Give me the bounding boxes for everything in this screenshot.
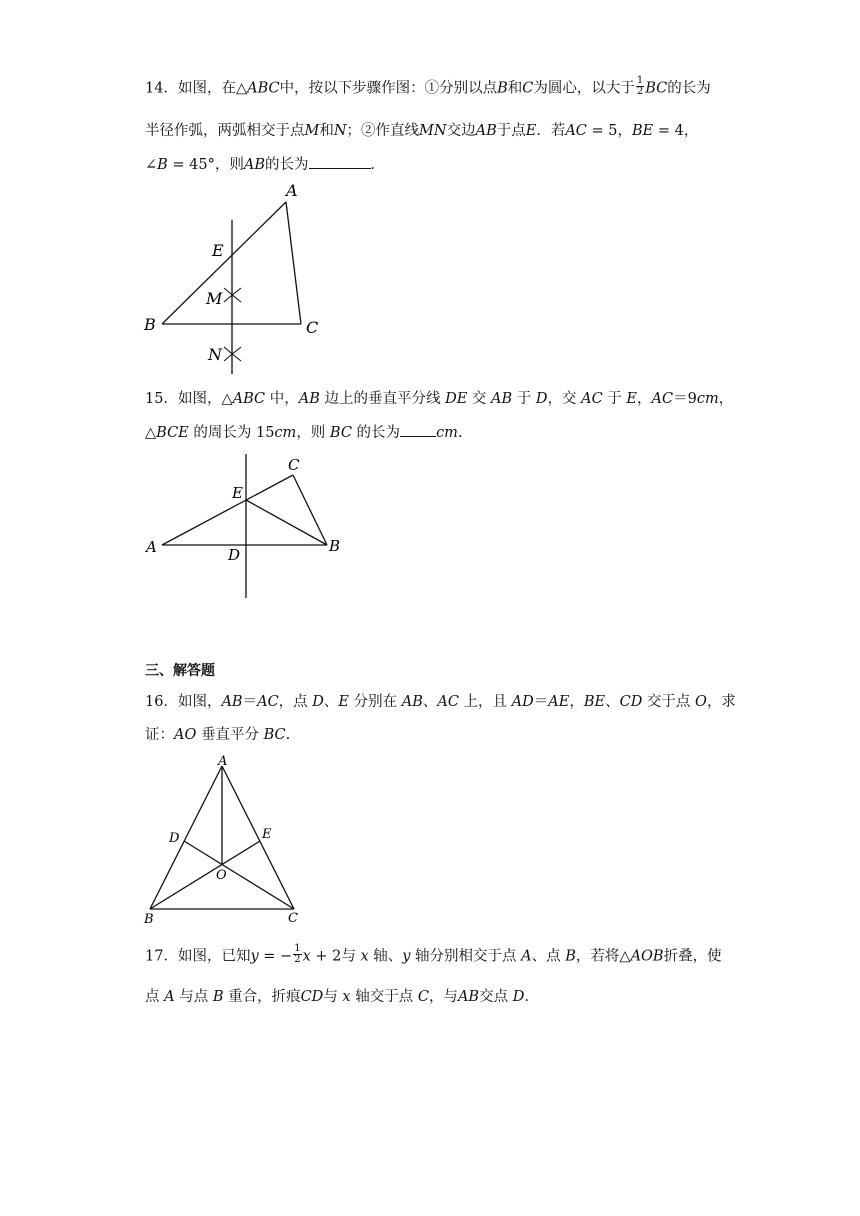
- q16-figure: [140, 752, 320, 932]
- q14-figure: [140, 178, 340, 378]
- q14-line-2: [145, 121, 725, 141]
- label-b: B: [144, 912, 154, 927]
- q17-line-2: [145, 987, 725, 1007]
- q16-text: E: [338, 694, 350, 710]
- q16-text: ，求: [706, 694, 736, 710]
- segment-cb: [293, 475, 327, 545]
- q14-text: = 4，: [653, 123, 699, 139]
- q16-text: AB: [221, 694, 243, 710]
- q16-text: 16．如图，: [145, 694, 222, 710]
- q14-text: 半径作弧，两弧相交于点: [145, 123, 305, 139]
- q14-text: 的长为: [667, 80, 711, 97]
- q14-text: 的长为: [265, 157, 309, 173]
- q15-text: 15．如图，△: [145, 391, 233, 407]
- q16-text: ，点: [278, 694, 313, 710]
- q16-text: AE: [548, 694, 570, 710]
- fraction-denominator: 2: [294, 954, 301, 965]
- q17-text: B: [565, 948, 576, 965]
- half-fraction: [636, 76, 644, 97]
- q15-text: △: [145, 425, 157, 441]
- q15-figure: [140, 450, 360, 600]
- label-a: A: [218, 754, 228, 769]
- q16-text: .: [285, 727, 291, 743]
- q15-text: ，: [718, 391, 734, 407]
- q15-text: ＝9: [673, 391, 697, 407]
- q17-text: = −: [258, 948, 293, 965]
- q16-text: 垂直平分: [196, 727, 264, 743]
- q15-text: AB: [298, 391, 320, 407]
- q15-text: 交: [467, 391, 492, 407]
- q15-text: D: [535, 391, 548, 407]
- q16-text: 分别在: [349, 694, 402, 710]
- q14-text: AB: [475, 123, 497, 139]
- q14-text: C: [522, 80, 534, 97]
- q14-text: M: [304, 123, 320, 139]
- label-c: C: [306, 318, 319, 337]
- q16-text: CD: [619, 694, 643, 710]
- q14-line-1: [145, 75, 725, 99]
- q15-line-1: [145, 389, 734, 409]
- q15-text: DE: [445, 391, 468, 407]
- q15-text: 中，: [265, 391, 299, 407]
- q15-text: 的长为: [351, 425, 401, 441]
- q17-text: AOB: [630, 948, 664, 965]
- q17-text: + 2: [310, 948, 342, 965]
- fraction-numerator: 1: [636, 75, 644, 86]
- q14-text: AC: [565, 123, 587, 139]
- q15-line-2: [145, 422, 725, 443]
- q16-text: BC: [263, 727, 286, 743]
- q14-text: ABC: [247, 80, 280, 97]
- q15-text: cm: [696, 391, 719, 407]
- q17-text: 与: [323, 989, 343, 1005]
- segment-ab: [162, 202, 286, 324]
- q16-line-2: [145, 725, 725, 745]
- q17-line-1: [145, 943, 725, 967]
- q17-text: y: [402, 948, 411, 965]
- q17-text: 交点: [479, 989, 513, 1005]
- q17-text: x: [360, 948, 369, 965]
- q17-text: AB: [457, 989, 480, 1005]
- label-n: N: [208, 345, 222, 364]
- q15-text: AC: [651, 391, 674, 407]
- segment-eb: [246, 500, 327, 545]
- q14-text: 中，按以下步骤作图：①分别以点: [279, 80, 498, 97]
- q14-text: 为圆心，以大于: [533, 80, 635, 97]
- q15-text: cm: [436, 425, 458, 441]
- q17-text: 轴分别相交于点: [410, 948, 522, 965]
- fraction-numerator: 1: [294, 943, 301, 954]
- q15-text: ，: [637, 391, 652, 407]
- label-c: C: [288, 911, 298, 926]
- q14-text: ∠: [145, 157, 158, 173]
- q17-text: CD: [300, 989, 324, 1005]
- section-heading: 三、解答题: [145, 663, 215, 679]
- q16-text: BE: [583, 694, 606, 710]
- q14-text: ；②作直线: [346, 123, 420, 139]
- q14-text: 和: [319, 123, 334, 139]
- q14-text: N: [333, 123, 347, 139]
- q17-text: 与点: [174, 989, 213, 1005]
- q16-text: ，: [569, 694, 584, 710]
- q17-text: 17．如图，已知: [145, 948, 251, 965]
- q16-text: AC: [257, 694, 279, 710]
- q14-text: AB: [243, 157, 266, 173]
- q16-text: AB: [401, 694, 423, 710]
- q15-text: ，交: [547, 391, 582, 407]
- q16-text: 、: [422, 694, 438, 710]
- q16-line-1: [145, 692, 736, 712]
- q15-text: 于: [512, 391, 536, 407]
- label-c: C: [288, 456, 300, 474]
- q14-text: 交边: [446, 123, 476, 139]
- q16-text: 交于点: [642, 694, 696, 710]
- q17-text: C: [417, 989, 429, 1005]
- q16-text: ＝: [242, 694, 258, 710]
- q14-text: E: [525, 123, 537, 139]
- q17-text: 、点: [531, 948, 566, 965]
- q16-text: 、: [323, 694, 339, 710]
- answer-blank[interactable]: [400, 422, 436, 437]
- answer-blank[interactable]: [309, 154, 371, 169]
- q15-text: 的周长为 15: [188, 425, 275, 441]
- label-e: E: [212, 241, 224, 260]
- q14-text: 14．如图，在△: [145, 80, 248, 97]
- fraction-denominator: 2: [636, 86, 644, 97]
- q17-text: y: [250, 948, 259, 965]
- q15-text: AB: [491, 391, 513, 407]
- q16-text: ＝: [533, 694, 549, 710]
- q17-text: B: [212, 989, 224, 1005]
- q14-text: = 5，: [586, 123, 632, 139]
- q16-text: AO: [174, 727, 197, 743]
- q15-text: ，则: [296, 425, 330, 441]
- q17-text: 点: [145, 989, 165, 1005]
- label-b: B: [329, 537, 341, 555]
- q17-text: A: [521, 948, 532, 965]
- label-m: M: [206, 289, 223, 308]
- q16-text: AD: [511, 694, 534, 710]
- q16-text: AC: [437, 694, 459, 710]
- segment-ab: [150, 766, 222, 909]
- q14-text: BC: [645, 80, 668, 97]
- q15-text: BCE: [156, 425, 189, 441]
- label-d: D: [228, 546, 241, 564]
- q15-text: .: [457, 425, 463, 441]
- q17-text: 轴、: [368, 948, 403, 965]
- q17-text: .: [524, 989, 529, 1005]
- q14-text: B: [497, 80, 508, 97]
- q15-text: cm: [274, 425, 297, 441]
- q14-text: B: [157, 157, 168, 173]
- q16-text: O: [695, 694, 707, 710]
- q14-text: ．: [370, 157, 386, 173]
- q15-text: 于: [602, 391, 627, 407]
- q14-line-3: [145, 154, 725, 175]
- q16-text: D: [312, 694, 324, 710]
- q17-text: ，与: [428, 989, 458, 1005]
- segment-ac: [286, 202, 301, 324]
- q15-text: BC: [329, 425, 352, 441]
- q15-text: 边上的垂直平分线: [319, 391, 446, 407]
- segment-ac: [162, 475, 293, 545]
- label-e: E: [262, 827, 272, 842]
- half-fraction: [293, 944, 301, 965]
- segment-ac: [222, 766, 294, 909]
- q17-text: x: [302, 948, 311, 965]
- q17-text: 重合，折痕: [223, 989, 301, 1005]
- q14-text: = 45°，则: [167, 157, 244, 173]
- label-a: A: [146, 538, 157, 556]
- q15-text: ABC: [232, 391, 266, 407]
- q14-text: 和: [507, 80, 523, 97]
- label-b: B: [144, 315, 156, 334]
- q14-text: 于点: [496, 123, 526, 139]
- q17-text: 折叠，使: [663, 948, 722, 965]
- q17-text: A: [164, 989, 175, 1005]
- q17-text: ，若将△: [575, 948, 631, 965]
- q14-text: ．若: [536, 123, 566, 139]
- q16-text: 、: [605, 694, 620, 710]
- q16-text: 上，且: [458, 694, 512, 710]
- label-d: D: [169, 831, 180, 846]
- label-a: A: [286, 181, 298, 200]
- q16-text: 证：: [145, 727, 174, 743]
- q15-text: E: [626, 391, 638, 407]
- q17-text: 与: [341, 948, 361, 965]
- label-e: E: [232, 484, 243, 502]
- q17-text: D: [512, 989, 525, 1005]
- q15-text: AC: [581, 391, 603, 407]
- q17-text: 轴交于点: [350, 989, 418, 1005]
- label-o: O: [216, 868, 227, 883]
- q14-text: BE: [632, 123, 654, 139]
- q17-text: x: [342, 989, 351, 1005]
- q14-text: MN: [419, 123, 447, 139]
